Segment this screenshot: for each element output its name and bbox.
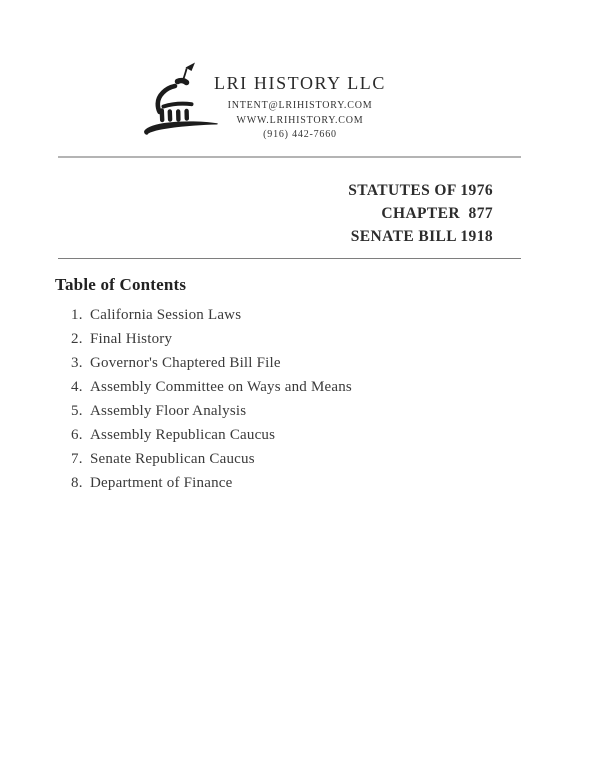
toc-item-number: 5. xyxy=(71,403,83,419)
reference-senate-bill: SENATE BILL 1918 xyxy=(350,228,493,245)
toc-title: Table of Contents xyxy=(55,275,187,294)
toc-item-label: Department of Finance xyxy=(90,475,233,491)
toc-item xyxy=(55,331,515,355)
toc-item-number: 1. xyxy=(71,307,83,323)
toc-item-label: Senate Republican Caucus xyxy=(90,451,255,467)
company-name: LRI HISTORY LLC xyxy=(213,73,386,93)
toc-item-number: 3. xyxy=(71,355,83,371)
divider-top xyxy=(58,156,521,158)
divider-bottom xyxy=(58,258,521,259)
toc-item-label: Assembly Committee on Ways and Means xyxy=(90,379,352,395)
toc-item xyxy=(55,475,515,499)
contact-website: WWW.LRIHISTORY.COM xyxy=(236,114,364,126)
toc-item xyxy=(55,427,515,451)
toc-item-label: Governor's Chaptered Bill File xyxy=(90,355,281,371)
contact-phone: (916) 442-7660 xyxy=(263,129,337,140)
toc-item-number: 8. xyxy=(71,475,83,491)
toc-item-label: Assembly Republican Caucus xyxy=(90,427,276,443)
reference-chapter: CHAPTER 877 xyxy=(381,205,493,222)
toc-item xyxy=(55,355,515,379)
toc-item-number: 6. xyxy=(71,427,83,443)
letterhead xyxy=(0,73,600,143)
toc-item xyxy=(55,379,515,403)
table-of-contents xyxy=(55,275,515,499)
reference-block xyxy=(348,179,493,248)
toc-item-number: 2. xyxy=(71,331,83,347)
contact-email: INTENT@LRIHISTORY.COM xyxy=(227,100,373,111)
reference-statutes: STATUTES OF 1976 xyxy=(348,182,493,199)
toc-item-number: 7. xyxy=(71,451,83,467)
toc-item-number: 4. xyxy=(71,379,83,395)
toc-item xyxy=(55,403,515,427)
toc-item-label: Final History xyxy=(90,331,173,347)
toc-item-label: California Session Laws xyxy=(90,307,242,323)
toc-item-label: Assembly Floor Analysis xyxy=(90,403,247,419)
toc-item xyxy=(55,307,515,331)
toc-item xyxy=(55,451,515,475)
toc-list xyxy=(55,307,515,499)
